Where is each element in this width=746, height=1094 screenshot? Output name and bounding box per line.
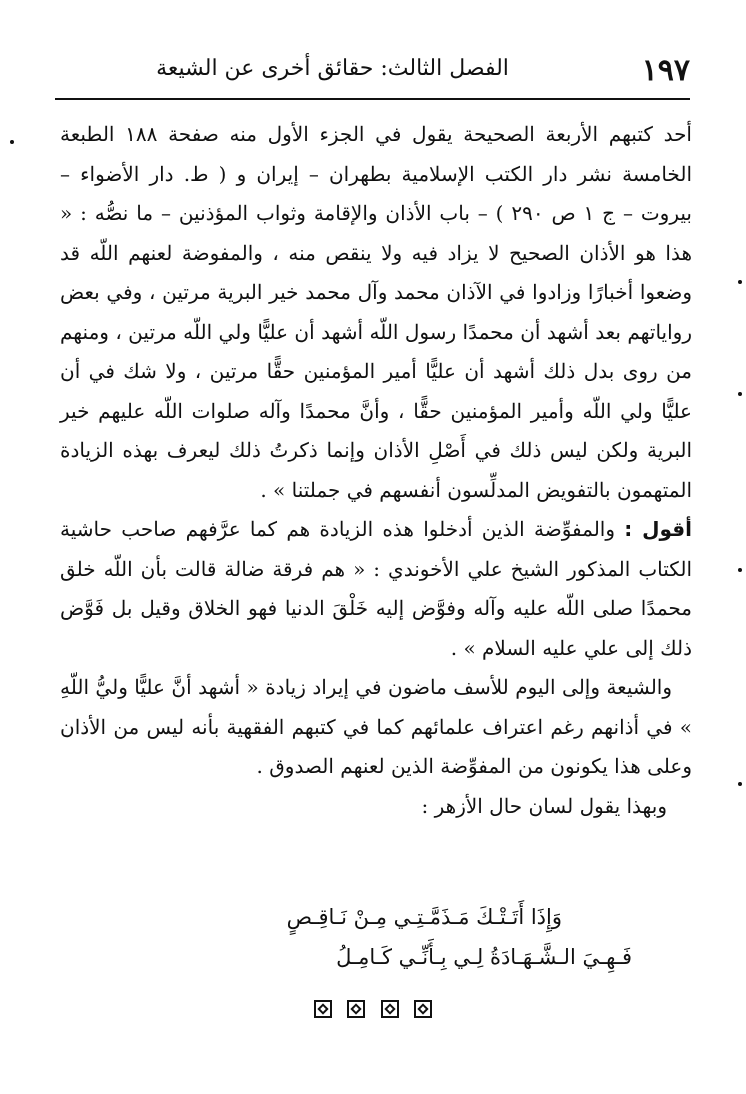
- paragraph-4: [60, 787, 692, 827]
- ornament-icon: [414, 1000, 432, 1018]
- paragraph-text: والشيعة وإلى اليوم للأسف ماضون في إيراد زيادة « أشهد أنَّ عليًّا وليُّ اللّهِ » في أذانهم رغم اعتراف علمائهم كما في كتبهم الفقهية بأنه ليس من الأذان وعلى هذا يكونون من المفوِّضة الذين لعنهم الصدوق .: [60, 675, 692, 778]
- ornament-icon: [314, 1000, 332, 1018]
- poem-verse-2: فَـهِـيَ الـشَّـهَـادَةُ لِـي بِـأَنِّـي كَـامِـلُ: [336, 945, 632, 969]
- scan-speck: [738, 280, 742, 284]
- ornament-icon: [347, 1000, 365, 1018]
- header-divider: [55, 98, 690, 100]
- paragraph-text: والمفوِّضة الذين أدخلوا هذه الزيادة هم كما عرَّفهم صاحب حاشية الكتاب المذكور الشيخ علي الأخوندي : « هم فرقة ضالة قالت بأن اللّه خلق محمدًا صلى اللّه عليه وآله وفوَّض إليه خَلْقَ الدنيا فهو الخلاق وقيل بل فَوَّض ذلك إلى علي عليه السلام » .: [60, 517, 692, 660]
- paragraph-2: [60, 510, 692, 668]
- paragraph-1: [60, 115, 692, 510]
- scan-speck: [738, 782, 742, 786]
- chapter-title: الفصل الثالث: حقائق أخرى عن الشيعة: [156, 56, 509, 81]
- scan-speck: [738, 568, 742, 572]
- ornament-icon: [381, 1000, 399, 1018]
- page-number: ١٩٧: [641, 53, 690, 88]
- paragraph-text: وبهذا يقول لسان حال الأزهر :: [421, 793, 667, 818]
- poem-verse-1: وَإِذَا أَتَـتْـكَ مَـذَمَّـتِـي مِـنْ نَـاقِـصٍ: [286, 905, 562, 929]
- paragraph-text: أحد كتبهم الأربعة الصحيحة يقول في الجزء الأول منه صفحة ١٨٨ الطبعة الخامسة نشر دار الكتب الإسلامية بطهران – إيران و ( ط. دار الأضواء – بيروت – ج ١ ص ٢٩٠ ) – باب الأذان والإقامة وثواب المؤذنين – ما نصُّه : « هذا هو الأذان الصحيح لا يزاد فيه ولا ينقص منه ، والمفوضة لعنهم اللّه قد وضعوا أخبارًا وزادوا في الآذان محمد وآل محمد خير البرية مرتين ، وفي بعض رواياتهم بعد أشهد أن محمدًا رسول اللّه أشهد أن عليًّا ولي اللّه مرتين ، ومنهم من روى بدل ذلك أشهد أن عليًّا أمير المؤمنين حقًّا مرتين ، ولا شك في أن عليًّا ولي اللّه وأمير المؤمنين حقًّا ، وأنَّ محمدًا وآله صلوات اللّه عليهم خير البرية ولكن ليس ذلك في أَصْلِ الأذان وإنما ذكرتُ ذلك ليعرف بهذه الزيادة المتهمون بالتفويض المدلِّسون أنفسهم في جملتنا » .: [60, 122, 693, 502]
- main-text: [60, 115, 692, 826]
- paragraph-3: [60, 668, 692, 787]
- scan-speck: [738, 392, 742, 396]
- section-end-ornaments: [0, 1000, 746, 1022]
- page-header: [55, 50, 690, 102]
- paragraph-lead: أقول :: [624, 517, 692, 541]
- scan-speck: [10, 140, 14, 144]
